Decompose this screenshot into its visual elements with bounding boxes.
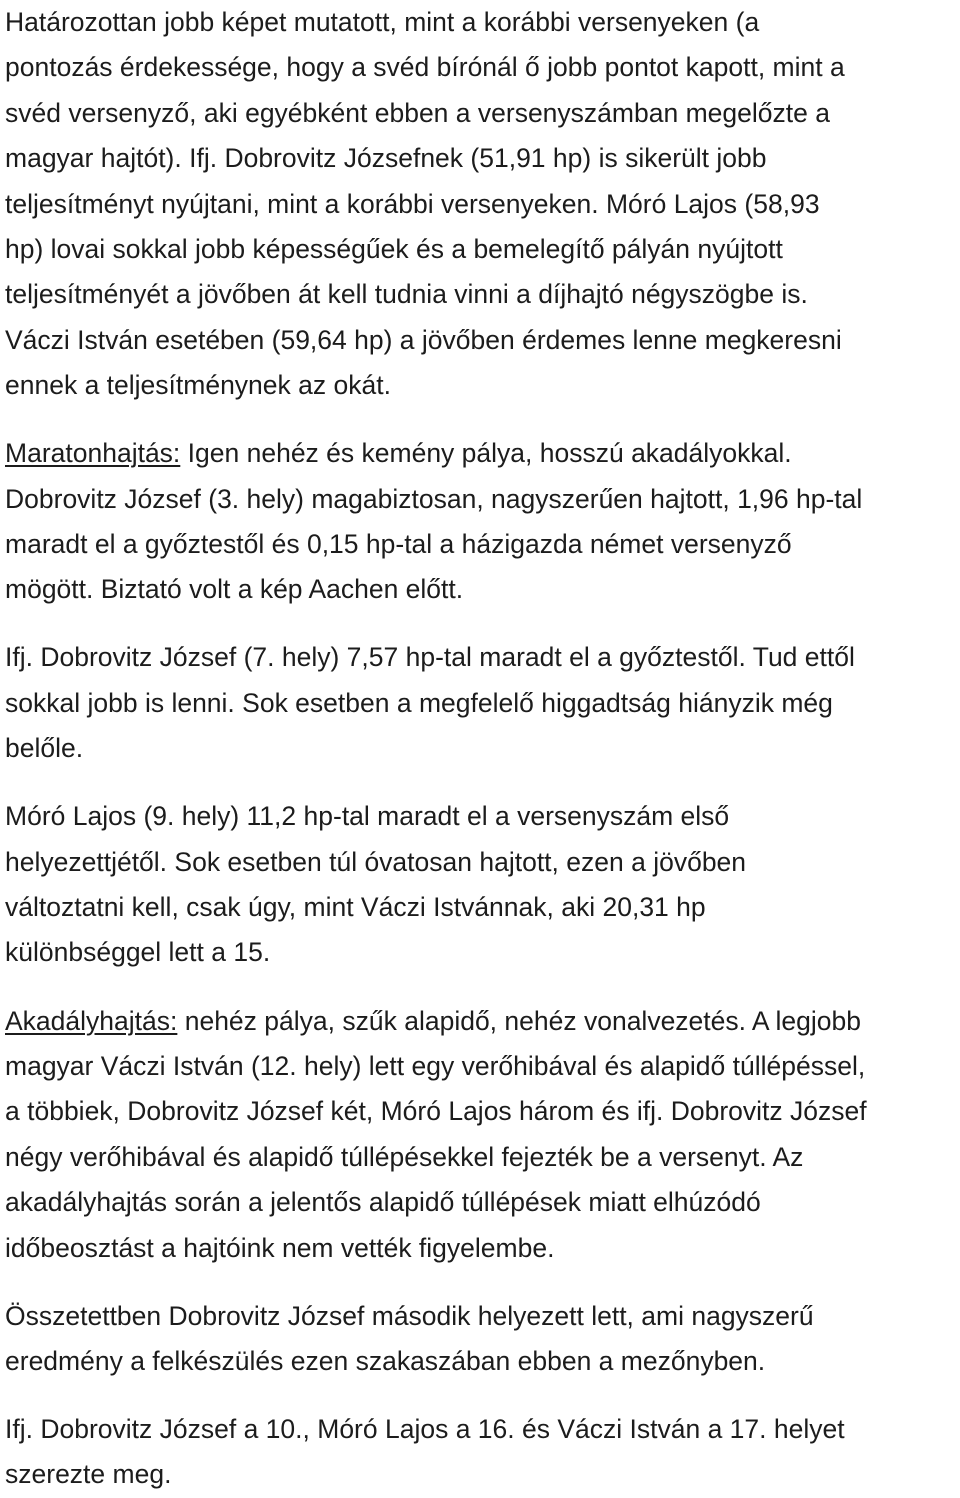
line-text: Ifj. Dobrovitz József (7. hely) 7,57 hp-tal maradt el a győztestől. Tud ettől [5,642,855,673]
text-line [5,1044,955,1089]
line-text: szerezte meg. [5,1459,172,1490]
paragraph-spacer [5,1271,955,1294]
paragraph [5,0,955,409]
line-text: pontozás érdekessége, hogy a svéd bírónál ő jobb pontot kapott, mint a [5,52,845,83]
line-text: a többiek, Dobrovitz József két, Móró Lajos három és ifj. Dobrovitz József [5,1096,867,1127]
text-line [5,930,955,975]
line-text: eredmény a felkészülés ezen szakaszában ebben a mezőnyben. [5,1345,766,1376]
line-text: hp) lovai sokkal jobb képességűek és a bemelegítő pályán nyújtott [5,233,783,264]
text-line [5,1407,955,1452]
text-line [5,885,955,930]
text-line [5,1089,955,1134]
line-text: maradt el a győztestől és 0,15 hp-tal a házigazda német versenyző [5,528,792,559]
text-line [5,1452,955,1497]
paragraph-spacer [5,976,955,999]
line-text: magyar hajtót). Ifj. Dobrovitz Józsefnek (51,91 hp) is sikerült jobb [5,143,767,174]
paragraph-spacer [5,772,955,795]
line-text: különbséggel lett a 15. [5,937,271,968]
text-line [5,1294,955,1339]
paragraph [5,431,955,613]
paragraph [5,999,955,1271]
line-text: teljesítményt nyújtani, mint a korábbi versenyeken. Móró Lajos (58,93 [5,188,820,219]
paragraph [5,1407,955,1498]
line-text: Igen nehéz és kemény pálya, hosszú akadályokkal. [180,438,792,469]
paragraph-spacer [5,409,955,432]
text-line [5,477,955,522]
line-text: Határozottan jobb képet mutatott, mint a korábbi versenyeken (a [5,7,760,37]
line-text: teljesítményét a jövőben át kell tudnia vinni a díjhajtó négyszögbe is. [5,279,808,310]
text-line [5,1180,955,1225]
line-text: Móró Lajos (9. hely) 11,2 hp-tal maradt el a versenyszám első [5,801,730,832]
text-line [5,318,955,363]
line-text: sokkal jobb is lenni. Sok esetben a megfelelő higgadtság hiányzik még [5,687,833,718]
text-line [5,1135,955,1180]
section-heading: Akadályhajtás: [5,1005,178,1036]
text-line [5,794,955,839]
text-line [5,136,955,181]
line-text: időbeosztást a hajtóink nem vették figyelembe. [5,1232,555,1263]
paragraph-spacer [5,613,955,636]
text-line [5,567,955,612]
line-text: svéd versenyző, aki egyébként ebben a versenyszámban megelőzte a [5,97,830,128]
line-text: Ifj. Dobrovitz József a 10., Móró Lajos a 16. és Váczi István a 17. helyet [5,1414,845,1445]
line-text: négy verőhibával és alapidő túllépésekkel fejezték be a versenyt. Az [5,1141,804,1172]
section-heading: Maratonhajtás: [5,438,181,469]
line-text: magyar Váczi István (12. hely) lett egy verőhibával és alapidő túllépéssel, [5,1050,866,1081]
text-line [5,431,955,476]
line-text: nehéz pálya, szűk alapidő, nehéz vonalvezetés. A legjobb [177,1005,861,1036]
text-line [5,1226,955,1271]
line-text: helyezettjétől. Sok esetben túl óvatosan hajtott, ezen a jövőben [5,846,747,877]
text-line [5,840,955,885]
line-text: Dobrovitz József (3. hely) magabiztosan, nagyszerűen hajtott, 1,96 hp-tal [5,483,863,514]
line-text: változtatni kell, csak úgy, mint Váczi Istvánnak, aki 20,31 hp [5,892,706,923]
text-line [5,1339,955,1384]
text-line [5,999,955,1044]
text-line [5,681,955,726]
paragraph [5,1294,955,1385]
text-line [5,522,955,567]
text-line [5,182,955,227]
paragraph [5,794,955,976]
text-line [5,272,955,317]
text-line [5,635,955,680]
text-line [5,0,955,45]
text-line [5,726,955,771]
text-line [5,363,955,408]
line-text: akadályhajtás során a jelentős alapidő túllépések miatt elhúzódó [5,1187,761,1218]
line-text: Összetettben Dobrovitz József második helyezett lett, ami nagyszerű [5,1300,814,1331]
document-page [5,0,955,1498]
text-line [5,45,955,90]
line-text: Váczi István esetében (59,64 hp) a jövőben érdemes lenne megkeresni [5,324,842,355]
text-line [5,91,955,136]
text-line [5,227,955,272]
line-text: mögött. Biztató volt a kép Aachen előtt. [5,574,464,605]
paragraph [5,635,955,771]
line-text: belőle. [5,733,84,764]
paragraph-spacer [5,1384,955,1407]
line-text: ennek a teljesítménynek az okát. [5,370,391,401]
